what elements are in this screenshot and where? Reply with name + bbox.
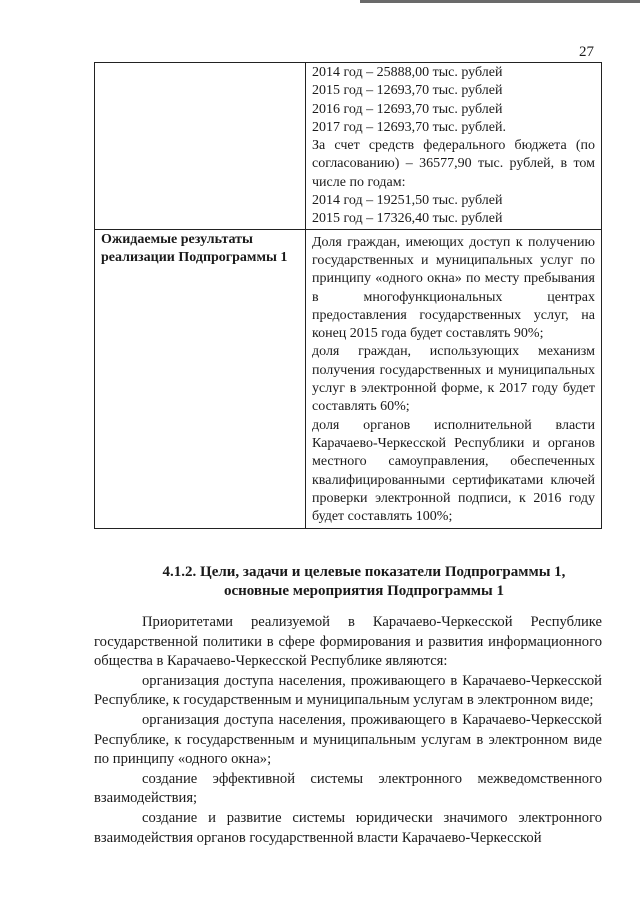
funding-line: 2015 год – 17326,40 тыс. рублей [312, 211, 503, 227]
section-heading-line: основные мероприятия Подпрограммы 1 [224, 583, 504, 599]
expected-results-label: Ожидаемые результаты реализации Подпрограммы 1 [95, 229, 306, 529]
paragraph: организация доступа населения, проживающего в Карачаево-Черкесской Республике, к государственным и муниципальным услугам в электронном виде по принципу «одного окна»; [94, 711, 602, 768]
expected-results-cell [306, 229, 602, 529]
table-value-cell [306, 63, 602, 230]
result-item: доля граждан, использующих механизм получения государственных и муниципальных услуг в электронной форме, к 2017 году будет составлять 60%; [312, 344, 595, 415]
scan-edge-line [360, 0, 640, 3]
table-label-cell [95, 63, 306, 230]
section-heading-line: 4.1.2. Цели, задачи и целевые показатели Подпрограммы 1, [162, 564, 566, 580]
funding-line: 2014 год – 25888,00 тыс. рублей [312, 65, 503, 80]
table-row [95, 63, 602, 230]
funding-line: 2014 год – 19251,50 тыс. рублей [312, 193, 503, 209]
funding-line: 2016 год – 12693,70 тыс. рублей [312, 101, 503, 117]
paragraph: создание эффективной системы электронного межведомственного взаимодействия; [94, 770, 602, 807]
table-row [95, 229, 602, 529]
funding-line: 2015 год – 12693,70 тыс. рублей [312, 83, 503, 99]
section-heading [94, 563, 634, 601]
funding-line: 2017 год – 12693,70 тыс. рублей. [312, 119, 506, 135]
paragraph: Приоритетами реализуемой в Карачаево-Черкесской Республике государственной политики в сфере формирования и развития информационного общества в Карачаево-Черкесской Республике являются: [94, 614, 602, 670]
body-text [94, 613, 602, 848]
result-item: Доля граждан, имеющих доступ к получению государственных и муниципальных услуг по принципу «одного окна» по месту пребывания в многофункциональных центрах предоставления государственных услуг, на конец 2015 года будет составлять 90%; [312, 234, 595, 342]
funding-federal-text: За счет средств федерального бюджета (по согласованию) – 36577,90 тыс. рублей, в том числе по годам: [312, 138, 595, 190]
result-item: доля органов исполнительной власти Карачаево-Черкесской Республики и органов местного самоуправления, обеспеченных квалифицированными сертификатами ключей проверки электронной подписи, к 2016 году будет составлять 100%; [312, 417, 595, 525]
paragraph: организация доступа населения, проживающего в Карачаево-Черкесской Республике, к государственным и муниципальным услугам в электронном виде; [94, 672, 602, 709]
page-number: 27 [579, 44, 594, 60]
program-passport-table [94, 62, 602, 529]
paragraph: создание и развитие системы юридически значимого электронного взаимодействия органов государственной власти Карачаево-Черкесской [94, 809, 602, 846]
